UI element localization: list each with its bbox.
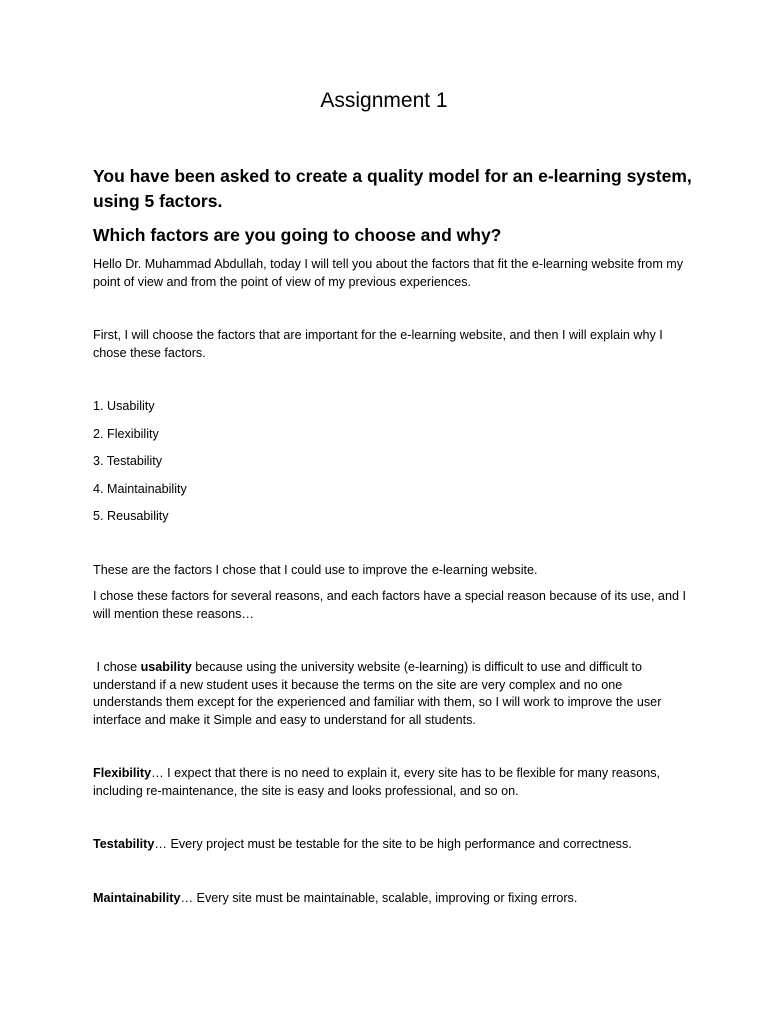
list-item: 5. Reusability xyxy=(93,509,169,523)
document-title: Assignment 1 xyxy=(320,89,448,112)
testability-text: … Every project must be testable for the site to be high performance and correctness. xyxy=(154,837,632,851)
assignment-subquestion-heading: Which factors are you going to choose and why? xyxy=(93,225,502,245)
flexibility-term: Flexibility xyxy=(93,766,152,780)
first-paragraph: First, I will choose the factors that are important for the e-learning website, and then I will explain why I chose these factors. xyxy=(93,328,663,360)
spacer xyxy=(93,362,693,398)
document-body xyxy=(93,164,693,907)
maintainability-paragraph xyxy=(93,890,693,908)
flexibility-paragraph xyxy=(93,765,693,800)
usability-text: because using the university website (e-learning) is difficult to use and difficult to understand if a new student uses it because the terms on the site are very complex and no one understands them except for the experienced and familiar with them, so I will work to improve the user interface and make it Simple and easy to understand for all students. xyxy=(93,660,662,727)
testability-paragraph xyxy=(93,836,693,854)
spacer xyxy=(93,526,693,562)
usability-term: usability xyxy=(140,660,192,674)
summary-paragraph-2: I chose these factors for several reasons, and each factors have a special reason because of its use, and I will mention these reasons… xyxy=(93,589,686,621)
maintainability-text: … Every site must be maintainable, scalable, improving or fixing errors. xyxy=(180,890,578,905)
spacer xyxy=(93,291,693,327)
factors-list xyxy=(93,398,693,526)
maintainability-term: Maintainability xyxy=(93,890,181,905)
summary-paragraph-1: These are the factors I chose that I could use to improve the e-learning website. xyxy=(93,562,538,577)
list-item: 4. Maintainability xyxy=(93,481,187,496)
intro-paragraph: Hello Dr. Muhammad Abdullah, today I will tell you about the factors that fit the e-learning website from my point of view and from the point of view of my previous experiences. xyxy=(93,257,684,289)
spacer xyxy=(93,579,693,588)
list-item: 2. Flexibility xyxy=(93,426,159,441)
spacer xyxy=(93,854,693,890)
list-item: 3. Testability xyxy=(93,454,163,468)
usability-prefix: I chose xyxy=(93,660,141,674)
list-item: 1. Usability xyxy=(93,399,155,413)
spacer xyxy=(93,623,693,659)
spacer xyxy=(93,729,693,765)
usability-paragraph xyxy=(93,659,693,729)
testability-term: Testability xyxy=(93,837,155,851)
spacer xyxy=(93,800,693,836)
assignment-question-heading: You have been asked to create a quality model for an e-learning system, using 5 factors. xyxy=(93,166,692,211)
flexibility-text: … I expect that there is no need to explain it, every site has to be flexible for many reasons, including re-maintenance, the site is easy and looks professional, and so on. xyxy=(93,766,661,798)
